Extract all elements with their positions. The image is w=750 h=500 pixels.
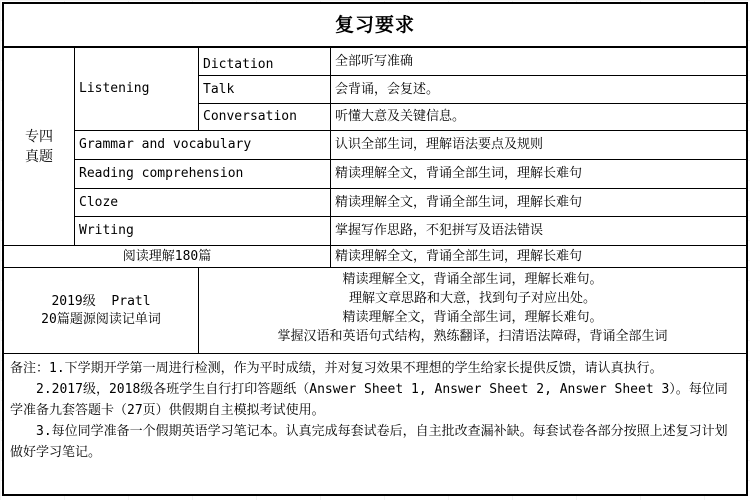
pratl-line: 掌握汉语和英语句式结构，熟练翻译，扫清语法障碍，背诵全部生词 — [277, 329, 668, 344]
table-title: 复习要求 — [2, 2, 748, 48]
pratl-line: 精读理解全文，背诵全部生词，理解长难句。 — [342, 310, 603, 325]
dictation-label: Dictation — [199, 48, 331, 76]
grammar-label: Grammar and vocabulary — [75, 131, 331, 160]
notes-section — [2, 354, 748, 496]
pratl-line: 理解文章思路和大意，找到句子对应出处。 — [348, 291, 596, 306]
talk-label: Talk — [199, 76, 331, 104]
note-1: 备注：1.下学期开学第一周进行检测，作为平时成绩，并对复习效果不理想的学生给家长提供反馈，请认真执行。 — [10, 361, 663, 376]
section-label: 专四 真题 — [2, 48, 75, 246]
grammar-requirement: 认识全部生词，理解语法要点及规则 — [331, 131, 748, 160]
cloze-label: Cloze — [75, 189, 331, 217]
reading180-requirement: 精读理解全文，背诵全部生词，理解长难句 — [331, 246, 748, 268]
writing-label: Writing — [75, 217, 331, 246]
talk-requirement: 会背诵，会复述。 — [331, 76, 748, 104]
pratl-line: 精读理解全文，背诵全部生词，理解长难句。 — [342, 272, 603, 287]
reading-label: Reading comprehension — [75, 160, 331, 189]
pratl-requirements — [199, 268, 748, 354]
cloze-requirement: 精读理解全文，背诵全部生词，理解长难句 — [331, 189, 748, 217]
note-2: 2.2017级，2018级各班学生自行打印答题纸（Answer Sheet 1, Answer Sheet 2, Answer Sheet 3）。每位同学准备九套答题卡（27页）供假期自主模拟考试使用。 — [10, 382, 728, 418]
conversation-requirement: 听懂大意及关键信息。 — [331, 104, 748, 131]
review-requirements-table — [2, 2, 748, 496]
reading-requirement: 精读理解全文，背诵全部生词，理解长难句 — [331, 160, 748, 189]
pratl-label — [2, 268, 199, 354]
pratl-label-line2: 20篇题源阅读记单词 — [41, 311, 161, 327]
dictation-requirement: 全部听写准确 — [331, 48, 748, 76]
note-3: 3.每位同学准备一个假期英语学习笔记本。认真完成每套试卷后，自主批改查漏补缺。每套试卷各部分按照上述复习计划做好学习笔记。 — [10, 424, 728, 460]
conversation-label: Conversation — [199, 104, 331, 131]
writing-requirement: 掌握写作思路，不犯拼写及语法错误 — [331, 217, 748, 246]
reading180-label: 阅读理解180篇 — [2, 246, 331, 268]
pratl-label-line1: 2019级 Pratl — [51, 293, 151, 309]
listening-label: Listening — [75, 48, 199, 131]
